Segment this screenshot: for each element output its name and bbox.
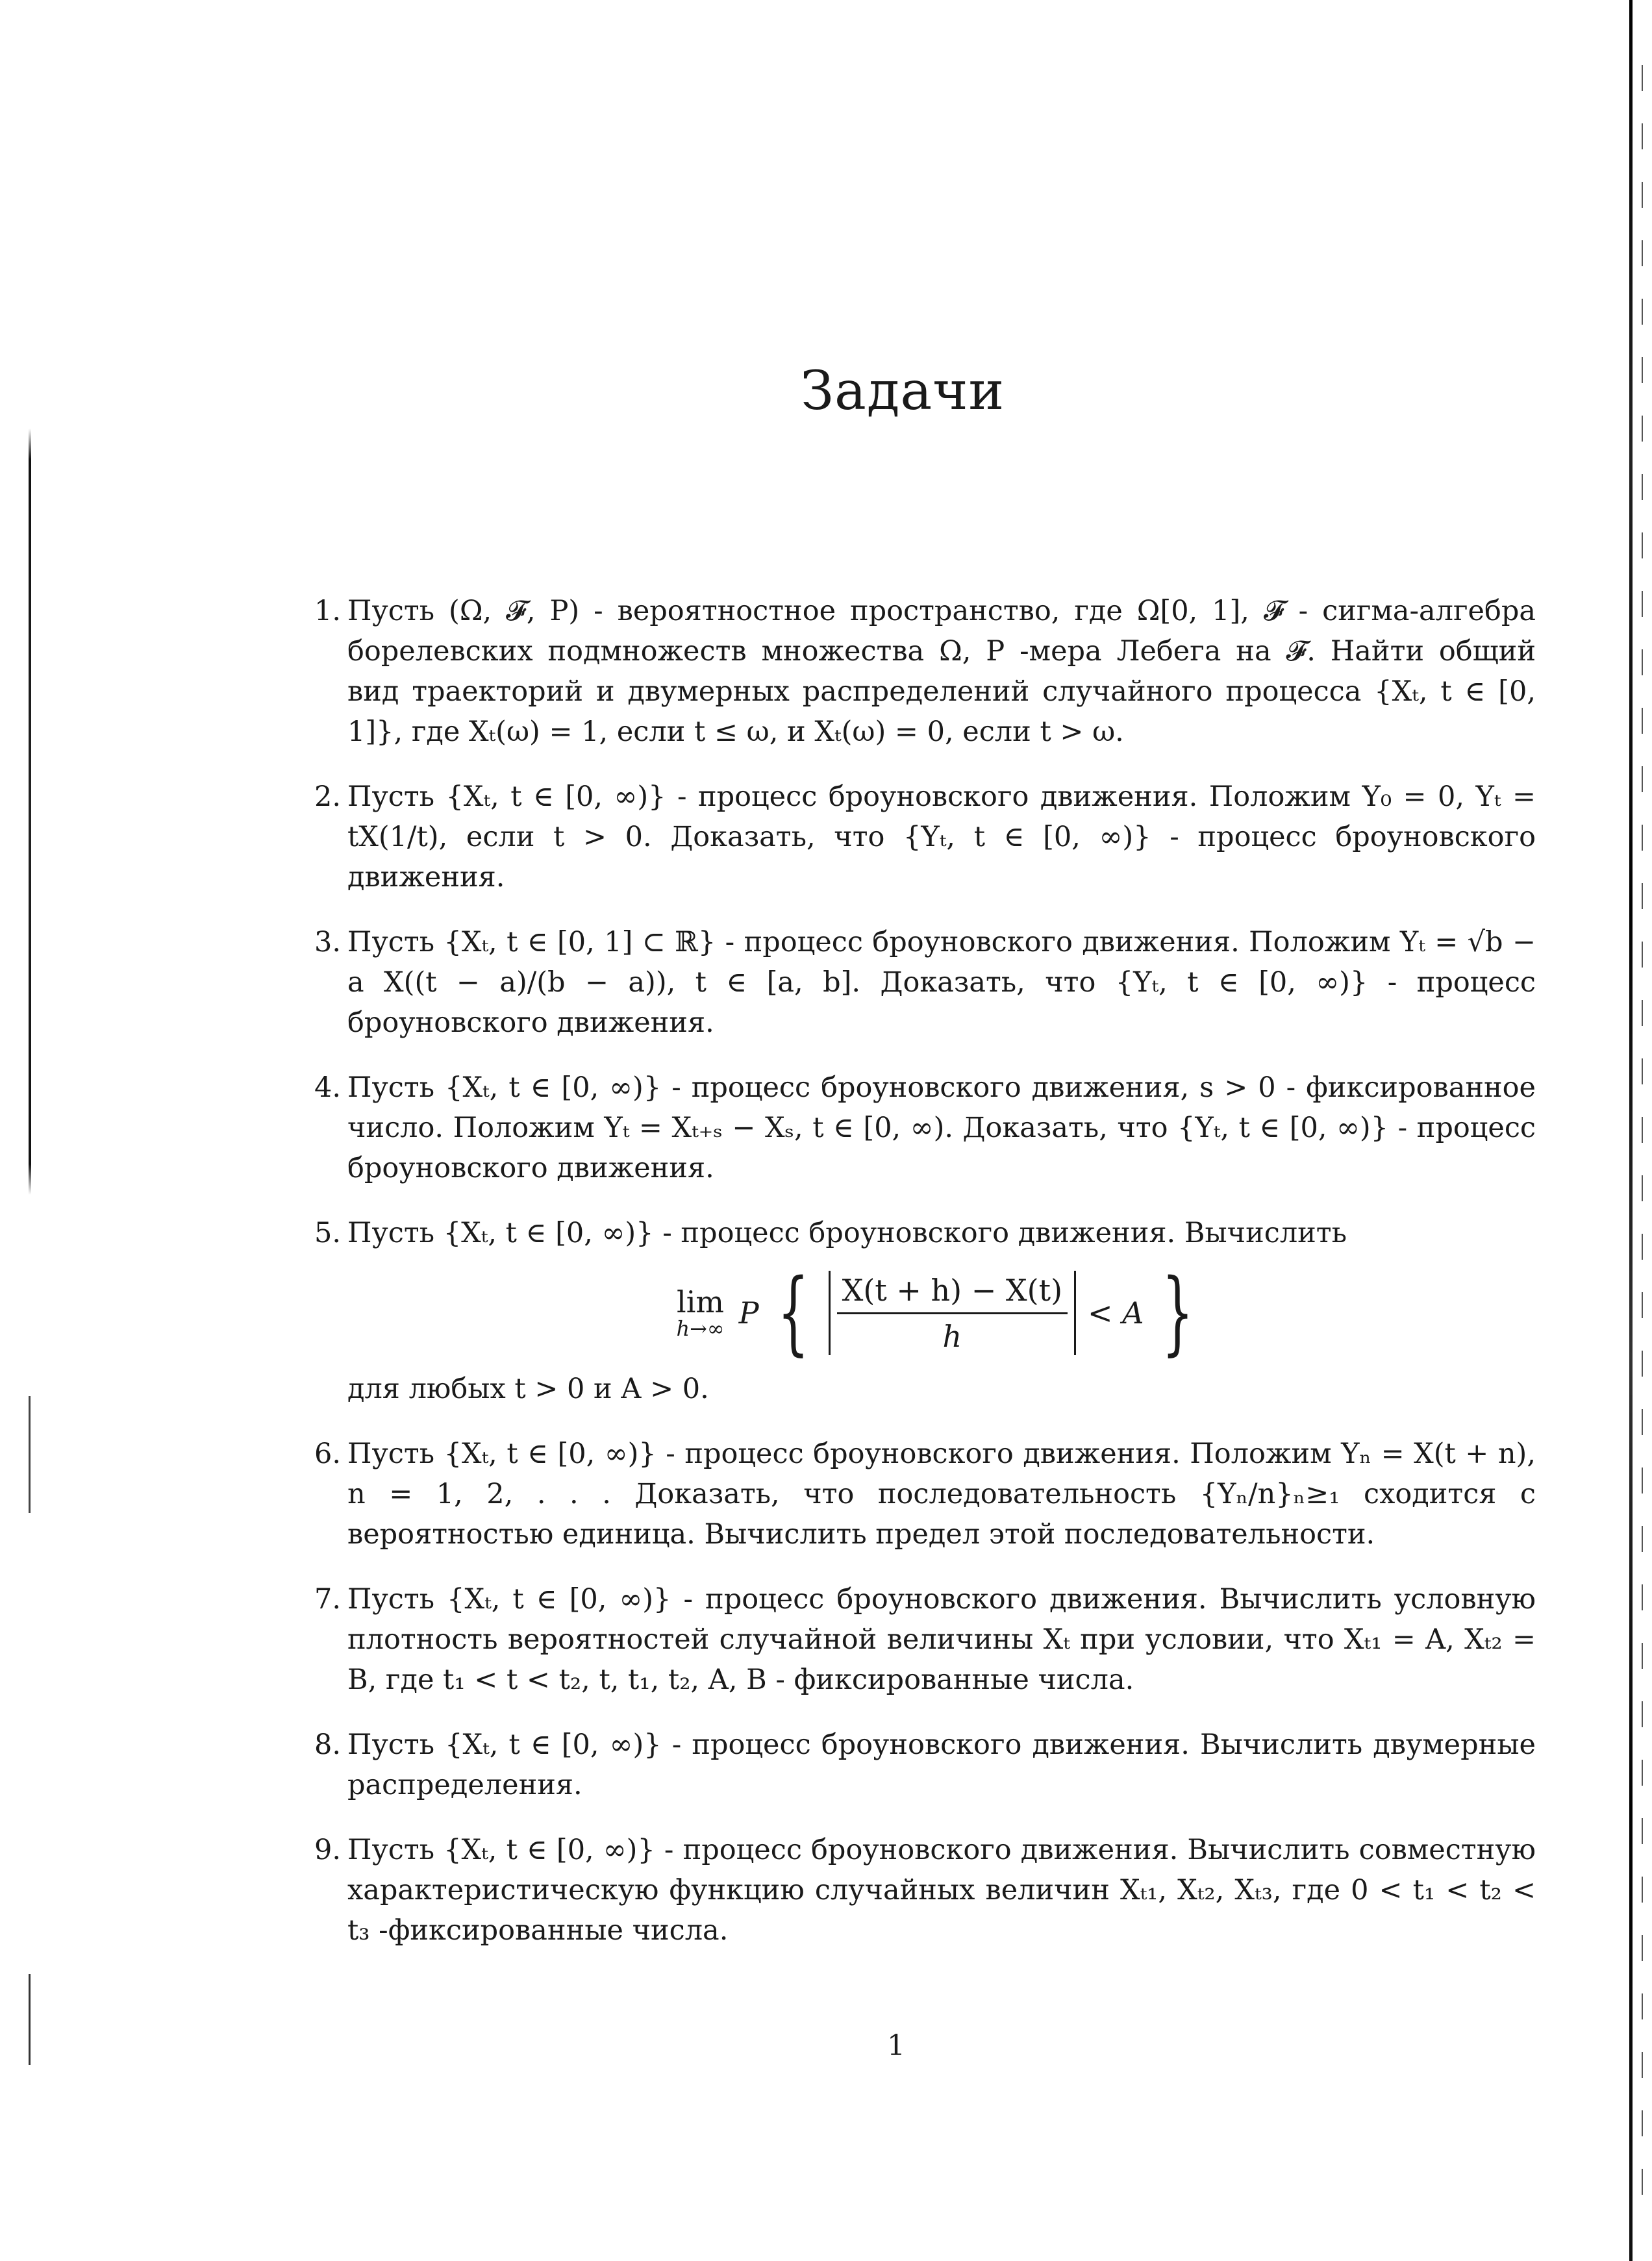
problem-2 xyxy=(314,777,1536,897)
problem-number: 1. xyxy=(314,595,341,627)
problem-7 xyxy=(314,1579,1536,1700)
problem-text: Пусть {Xₜ, t ∈ [0, ∞)} - процесс броуновского движения. Вычислить совместную характеристическую функцию случайных величин Xₜ₁, Xₜ₂, Xₜ₃, где 0 < t₁ < t₂ < t₃ -фиксированные числа. xyxy=(347,1834,1536,1947)
probability-symbol: P xyxy=(738,1295,759,1330)
inequality: < A xyxy=(1088,1295,1144,1330)
problem-1 xyxy=(314,591,1536,752)
fraction-denominator: h xyxy=(942,1318,962,1354)
scan-edge-left-mark xyxy=(29,1396,31,1513)
fraction-numerator: X(t + h) − X(t) xyxy=(837,1272,1068,1314)
problem-number: 8. xyxy=(314,1729,341,1761)
limit-formula xyxy=(347,1260,1536,1366)
scan-edge-right xyxy=(1629,0,1633,2261)
problem-number: 7. xyxy=(314,1583,341,1616)
abs-bar-left xyxy=(829,1271,831,1355)
problem-5 xyxy=(314,1213,1536,1409)
problem-list xyxy=(314,591,1536,1975)
problem-3 xyxy=(314,922,1536,1043)
problem-text: Пусть {Xₜ, t ∈ [0, ∞)} - процесс броуновского движения. Вычислить условную плотность вероятностей случайной величины Xₜ при условии, что Xₜ₁ = A, Xₜ₂ = B, где t₁ < t < t₂, t, t₁, t₂, A, B - фиксированные числа. xyxy=(347,1583,1536,1696)
page-number: 1 xyxy=(887,2029,905,2062)
problem-number: 5. xyxy=(314,1217,341,1249)
page-title: Задачи xyxy=(800,360,1005,422)
problem-9 xyxy=(314,1830,1536,1951)
problem-number: 2. xyxy=(314,781,341,813)
problem-text: Пусть {Xₜ, t ∈ [0, ∞)} - процесс броуновского движения. Положим Yₙ = X(t + n), n = 1, 2, . . . Доказать, что последовательность {Yₙ/n}ₙ≥₁ сходится с вероятностью единица. Вычислить предел этой последовательности. xyxy=(347,1438,1536,1551)
problem-text: Пусть {Xₜ, t ∈ [0, ∞)} - процесс броуновского движения. Положим Y₀ = 0, Yₜ = tX(1/t), если t > 0. Доказать, что {Yₜ, t ∈ [0, ∞)} - процесс броуновского движения. xyxy=(347,781,1536,893)
problem-number: 6. xyxy=(314,1438,341,1470)
problem-number: 3. xyxy=(314,926,341,958)
problem-tail-text: для любых t > 0 и A > 0. xyxy=(347,1373,709,1405)
problem-text: Пусть {Xₜ, t ∈ [0, ∞)} - процесс броуновского движения. Вычислить двумерные распределения. xyxy=(347,1729,1536,1801)
abs-bar-right xyxy=(1074,1271,1076,1355)
problem-number: 9. xyxy=(314,1834,341,1866)
problem-text: Пусть {Xₜ, t ∈ [0, 1] ⊂ ℝ} - процесс броуновского движения. Положим Yₜ = √b − a X((t − a)/(b − a)), t ∈ [a, b]. Доказать, что {Yₜ, t ∈ [0, ∞)} - процесс броуновского движения. xyxy=(347,926,1536,1039)
problem-text: Пусть {Xₜ, t ∈ [0, ∞)} - процесс броуновского движения. Вычислить xyxy=(347,1217,1347,1249)
problem-text: Пусть (Ω, 𝓕, P) - вероятностное пространство, где Ω[0, 1], 𝓕 - сигма-алгебра борелевских подмножеств множества Ω, P -мера Лебега на 𝓕. Найти общий вид траекторий и двумерных распределений случайного процесса {Xₜ, t ∈ [0, 1]}, где Xₜ(ω) = 1, если t ≤ ω, и Xₜ(ω) = 0, если t > ω. xyxy=(347,595,1536,748)
limit-operator xyxy=(676,1286,724,1340)
problem-4 xyxy=(314,1068,1536,1188)
limit-subscript: h→∞ xyxy=(676,1316,725,1341)
problem-number: 4. xyxy=(314,1071,341,1104)
left-brace: { xyxy=(777,1260,809,1366)
scan-edge-left xyxy=(29,429,31,1195)
fraction xyxy=(837,1272,1068,1355)
right-brace: } xyxy=(1162,1260,1194,1366)
problem-6 xyxy=(314,1434,1536,1555)
problem-text: Пусть {Xₜ, t ∈ [0, ∞)} - процесс броуновского движения, s > 0 - фиксированное число. Положим Yₜ = Xₜ₊ₛ − Xₛ, t ∈ [0, ∞). Доказать, что {Yₜ, t ∈ [0, ∞)} - процесс броуновского движения. xyxy=(347,1071,1536,1184)
limit-word: lim xyxy=(677,1284,725,1319)
problem-8 xyxy=(314,1725,1536,1805)
